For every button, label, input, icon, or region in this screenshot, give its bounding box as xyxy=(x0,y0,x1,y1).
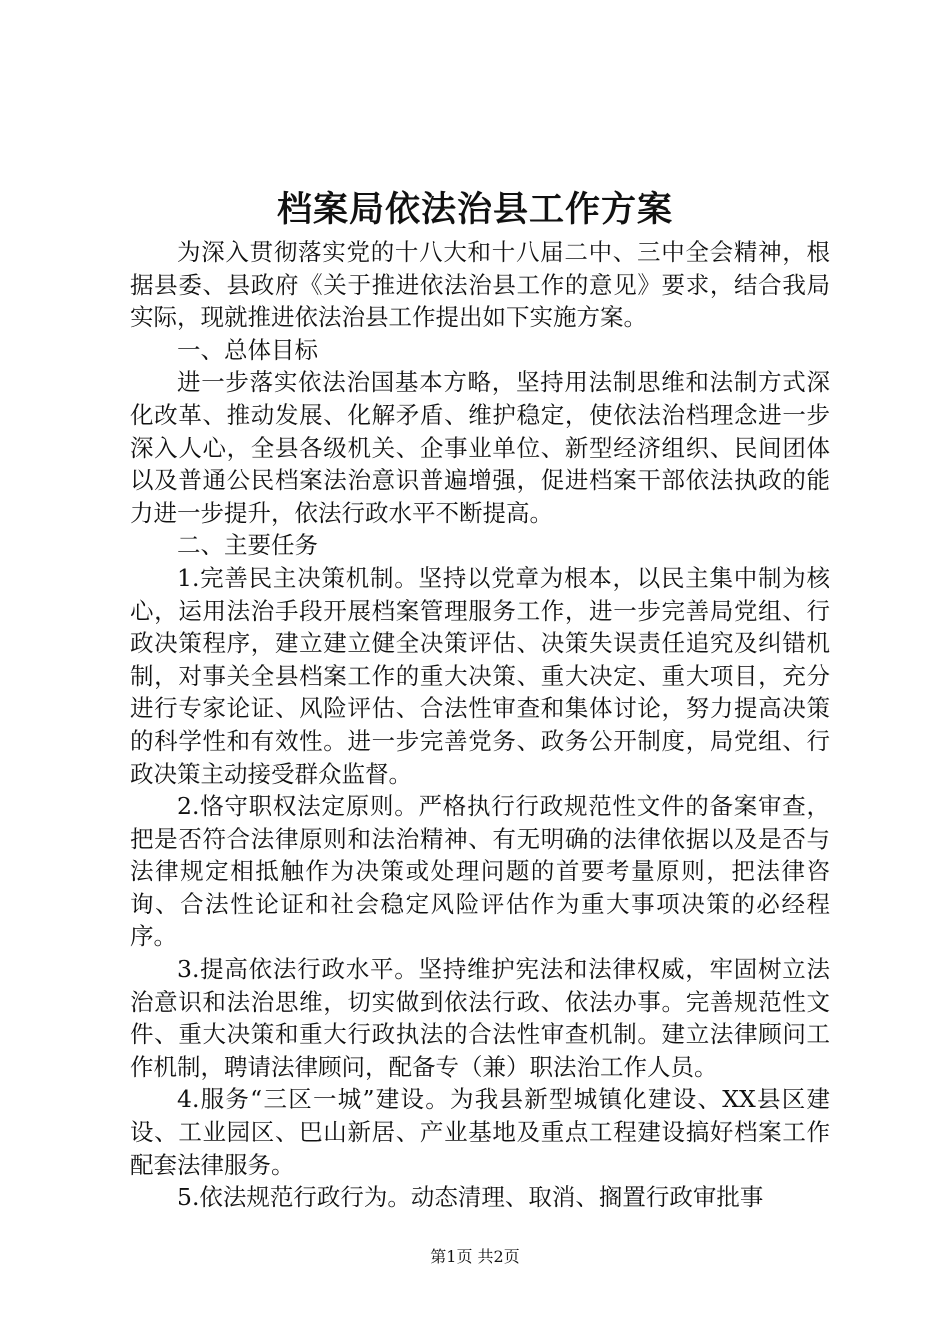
task-paragraph-1: 1.完善民主决策机制。坚持以党章为根本，以民主集中制为核心，运用法治手段开展档案管理服务工作，进一步完善局党组、行政决策程序，建立建立健全决策评估、决策失误责任追究及纠错机制，对事关全县档案工作的重大决策、重大决定、重大项目，充分进行专家论证、风险评估、合法性审查和集体讨论，努力提高决策的科学性和有效性。进一步完善党务、政务公开制度，局党组、行政决策主动接受群众监督。 xyxy=(130,563,830,788)
section-heading-tasks: 二、主要任务 xyxy=(177,531,318,560)
task-paragraph-4: 4.服务“三区一城”建设。为我县新型城镇化建设、XX县区建设、工业园区、巴山新居、产业基地及重点工程建设搞好档案工作配套法律服务。 xyxy=(130,1085,830,1179)
intro-paragraph: 为深入贯彻落实党的十八大和十八届二中、三中全会精神，根据县委、县政府《关于推进依法治县工作的意见》要求，结合我局实际，现就推进依法治县工作提出如下实施方案。 xyxy=(130,238,830,332)
goals-paragraph: 进一步落实依法治国基本方略，坚持用法制思维和法制方式深化改革、推动发展、化解矛盾、维护稳定，使依法治档理念进一步深入人心，全县各级机关、企事业单位、新型经济组织、民间团体以及普通公民档案法治意识普遍增强，促进档案干部依法执政的能力进一步提升，依法行政水平不断提高。 xyxy=(130,368,830,527)
document-title: 档案局依法治县工作方案 xyxy=(276,189,673,230)
section-heading-goals: 一、总体目标 xyxy=(177,335,318,364)
task-paragraph-2: 2.恪守职权法定原则。严格执行行政规范性文件的备案审查，把是否符合法律原则和法治精神、有无明确的法律依据以及是否与法律规定相抵触作为决策或处理问题的首要考量原则，把法律咨询、合法性论证和社会稳定风险评估作为重大事项决策的必经程序。 xyxy=(130,792,830,951)
task-paragraph-3: 3.提高依法行政水平。坚持维护宪法和法律权威，牢固树立法治意识和法治思维，切实做到依法行政、依法办事。完善规范性文件、重大决策和重大行政执法的合法性审查机制。建立法律顾问工作机制，聘请法律顾问，配备专（兼）职法治工作人员。 xyxy=(130,955,830,1081)
task-paragraph-5: 5.依法规范行政行为。动态清理、取消、搁置行政审批事 xyxy=(177,1183,764,1212)
document-body xyxy=(130,236,830,1214)
page-footer: 第1页 共2页 xyxy=(430,1247,520,1266)
